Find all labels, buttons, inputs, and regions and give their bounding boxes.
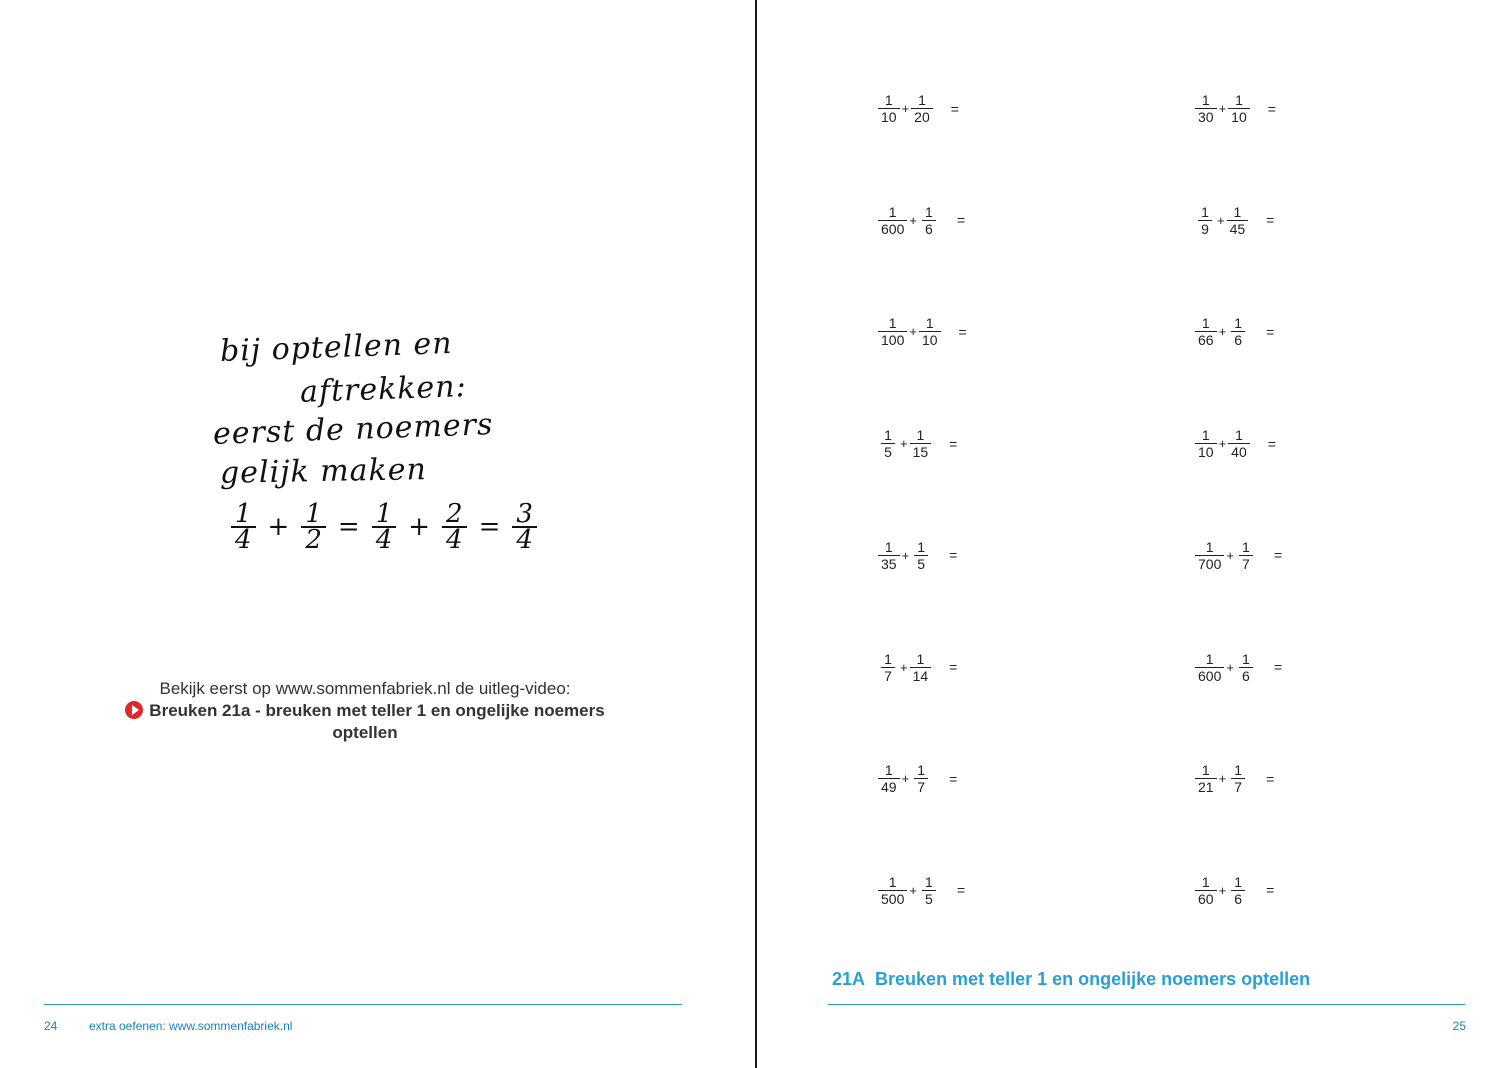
handwritten-operator: + [408, 512, 431, 542]
fraction-denominator: 14 [910, 667, 932, 684]
exercise-item [878, 539, 957, 572]
fraction [878, 427, 898, 460]
worksheet-title [832, 969, 1310, 990]
fraction [911, 539, 931, 572]
handwritten-fraction [442, 499, 467, 555]
fraction [911, 92, 933, 125]
fraction-numerator: 1 [1205, 650, 1214, 667]
fraction [878, 92, 900, 125]
worksheet-title-text: Breuken met teller 1 en ongelijke noemers optellen [875, 969, 1311, 989]
fraction-denominator: 600 [1195, 667, 1224, 684]
fraction-denominator: 10 [919, 331, 941, 348]
fraction-numerator: 1 [1235, 427, 1243, 444]
fraction [1228, 427, 1250, 460]
fraction-numerator: 1 [1235, 92, 1243, 108]
exercise-item [1195, 315, 1274, 348]
fraction [1195, 762, 1217, 795]
handwritten-operator: + [267, 512, 290, 542]
fraction-denominator: 10 [1195, 443, 1217, 460]
fraction-numerator: 1 [884, 92, 893, 108]
fraction [919, 204, 939, 237]
fraction-numerator: 1 [888, 315, 897, 332]
handwritten-denominator: 2 [301, 526, 326, 552]
video-link[interactable] [100, 700, 630, 744]
plus-sign: + [900, 436, 908, 452]
left-page [0, 0, 755, 1068]
exercise-item [1195, 92, 1276, 125]
equals-sign: = [1266, 212, 1275, 229]
exercise-item [1195, 874, 1274, 907]
fraction-numerator: 1 [1201, 203, 1209, 220]
fraction [1195, 539, 1224, 572]
fraction-denominator: 7 [1231, 778, 1245, 795]
fraction [910, 651, 932, 684]
handwritten-fraction [372, 499, 397, 555]
plus-sign: + [900, 659, 908, 675]
fraction-denominator: 60 [1195, 890, 1217, 907]
fraction-denominator: 7 [1239, 555, 1253, 572]
fraction-denominator: 21 [1195, 778, 1217, 795]
fraction-numerator: 1 [884, 650, 892, 667]
fraction-denominator: 600 [878, 220, 907, 237]
equals-sign: = [958, 323, 967, 340]
video-instruction [100, 678, 630, 744]
fraction-denominator: 10 [1228, 108, 1250, 125]
fraction [919, 315, 941, 348]
fraction [1236, 539, 1256, 572]
fraction-numerator: 1 [916, 427, 925, 444]
fraction-numerator: 1 [1201, 92, 1210, 108]
fraction-numerator: 1 [1201, 427, 1210, 444]
handwritten-numerator: 1 [235, 499, 252, 529]
equals-sign: = [1273, 659, 1283, 675]
handwritten-denominator: 4 [442, 526, 467, 552]
fraction-denominator: 9 [1198, 220, 1212, 237]
handwritten-fraction [512, 499, 537, 555]
equals-sign: = [1273, 547, 1283, 564]
plus-sign: + [1218, 436, 1227, 452]
handwritten-note [205, 325, 533, 570]
equals-sign: = [1266, 770, 1275, 787]
fraction [1195, 874, 1217, 907]
fraction-denominator: 5 [914, 555, 928, 572]
equals-sign: = [1267, 100, 1276, 117]
fraction [878, 204, 907, 237]
fraction [919, 874, 939, 907]
fraction [1195, 651, 1224, 684]
fraction [878, 762, 900, 795]
fraction-numerator: 1 [1201, 762, 1210, 779]
equals-sign: = [956, 212, 966, 229]
fraction-denominator: 6 [1231, 890, 1245, 907]
fraction [878, 874, 907, 907]
fraction [1195, 204, 1215, 237]
fraction-numerator: 1 [917, 762, 926, 779]
plus-sign: + [1218, 101, 1227, 116]
equals-sign: = [949, 547, 958, 564]
fraction [1195, 315, 1217, 348]
plus-sign: + [1218, 882, 1227, 898]
plus-sign: + [1218, 771, 1227, 787]
equals-sign: = [1266, 323, 1275, 340]
plus-sign: + [1217, 212, 1225, 228]
fraction-denominator: 40 [1228, 443, 1250, 460]
fraction [878, 539, 900, 572]
fraction-numerator: 1 [884, 762, 893, 779]
handwritten-numerator: 1 [375, 499, 393, 529]
fraction-denominator: 100 [878, 331, 907, 348]
equals-sign: = [956, 882, 966, 899]
fraction-numerator: 1 [925, 873, 933, 890]
equals-sign: = [950, 100, 959, 117]
handwritten-operator: = [478, 512, 501, 542]
handwritten-numerator: 3 [516, 499, 533, 529]
exercise-item [878, 204, 965, 237]
equals-sign: = [949, 435, 958, 452]
fraction-numerator: 1 [888, 203, 897, 220]
fraction [1236, 651, 1256, 684]
handwritten-numerator: 1 [305, 499, 322, 529]
fraction-denominator: 7 [881, 667, 895, 684]
fraction-numerator: 1 [1234, 762, 1243, 779]
fraction [1195, 92, 1217, 125]
fraction-numerator: 1 [1242, 538, 1250, 555]
fraction-numerator: 1 [918, 92, 926, 108]
exercise-item [1195, 651, 1282, 684]
plus-sign: + [1218, 324, 1227, 340]
fraction-denominator: 30 [1195, 108, 1217, 125]
plus-sign: + [901, 771, 910, 787]
fraction [1228, 762, 1248, 795]
fraction-denominator: 6 [1231, 331, 1245, 348]
fraction [1228, 315, 1248, 348]
footer-divider-right [828, 1004, 1465, 1005]
exercise-item [878, 651, 957, 684]
plus-sign: + [909, 212, 917, 228]
fraction-denominator: 15 [910, 443, 932, 460]
fraction-numerator: 1 [1201, 873, 1210, 890]
exercise-item [878, 874, 965, 907]
handwritten-denominator: 4 [372, 526, 397, 552]
fraction-denominator: 700 [1195, 555, 1224, 572]
fraction-numerator: 1 [1242, 650, 1250, 667]
handwritten-fraction [231, 499, 256, 555]
fraction-numerator: 1 [884, 538, 893, 555]
page-number-left: 24 [44, 1019, 58, 1033]
plus-sign: + [909, 882, 917, 898]
fraction-numerator: 1 [925, 203, 933, 220]
handwritten-line-2: aftrekken: [299, 369, 468, 410]
fraction [1195, 427, 1217, 460]
fraction-denominator: 500 [878, 890, 907, 907]
fraction-denominator: 49 [878, 778, 900, 795]
handwritten-fraction [301, 499, 326, 555]
fraction-numerator: 1 [925, 315, 934, 332]
plus-sign: + [1226, 547, 1234, 563]
handwritten-line-1: bij optellen en [219, 325, 454, 370]
handwritten-line-4: gelijk maken [219, 452, 428, 491]
exercise-item [878, 92, 959, 125]
equals-sign: = [949, 659, 958, 675]
fraction-numerator: 1 [884, 427, 892, 444]
fraction [1228, 92, 1250, 125]
fraction-denominator: 5 [922, 890, 936, 907]
fraction-numerator: 1 [1234, 315, 1243, 332]
fraction-denominator: 7 [914, 778, 928, 795]
fraction-numerator: 1 [1201, 315, 1210, 332]
fraction-denominator: 20 [911, 108, 933, 125]
video-intro-text: Bekijk eerst op www.sommenfabriek.nl de uitleg-video: [159, 679, 571, 698]
fraction-denominator: 35 [878, 555, 900, 572]
fraction-denominator: 45 [1227, 220, 1249, 237]
handwritten-operator: = [337, 512, 360, 542]
fraction-denominator: 10 [878, 108, 900, 125]
fraction-denominator: 5 [881, 443, 895, 460]
fraction [1227, 204, 1249, 237]
footer-link[interactable]: extra oefenen: www.sommenfabriek.nl [89, 1019, 293, 1033]
video-title[interactable]: Breuken 21a - breuken met teller 1 en ongelijke noemers optellen [149, 701, 605, 742]
fraction-denominator: 66 [1195, 331, 1217, 348]
exercise-item [1195, 762, 1274, 795]
fraction-numerator: 1 [888, 873, 897, 890]
footer-divider-left [44, 1004, 682, 1005]
exercise-item [1195, 204, 1274, 237]
exercise-item [878, 427, 957, 460]
handwritten-numerator: 2 [446, 499, 463, 529]
equals-sign: = [949, 770, 958, 787]
handwritten-denominator: 4 [231, 526, 256, 552]
play-icon[interactable] [125, 701, 143, 719]
exercise-item [878, 315, 967, 348]
exercise-item [1195, 427, 1276, 460]
plus-sign: + [1226, 659, 1234, 675]
plus-sign: + [909, 324, 917, 340]
fraction-numerator: 1 [917, 538, 926, 555]
fraction [1228, 874, 1248, 907]
equals-sign: = [1267, 435, 1276, 452]
fraction-denominator: 6 [1239, 667, 1253, 684]
plus-sign: + [901, 101, 910, 116]
plus-sign: + [901, 547, 910, 563]
equals-sign: = [1266, 882, 1275, 899]
fraction-denominator: 6 [922, 220, 936, 237]
fraction-numerator: 1 [1233, 203, 1242, 220]
handwritten-example-equation [225, 499, 543, 555]
fraction [878, 651, 898, 684]
exercise-item [878, 762, 957, 795]
fraction [878, 315, 907, 348]
fraction-numerator: 1 [1205, 538, 1214, 555]
fraction-numerator: 1 [916, 650, 925, 667]
handwritten-line-3: eerst de noemers [212, 407, 494, 452]
fraction [911, 762, 931, 795]
worksheet-code: 21A [832, 969, 866, 989]
exercise-item [1195, 539, 1282, 572]
right-page [757, 0, 1511, 1068]
fraction [910, 427, 932, 460]
fraction-numerator: 1 [1234, 873, 1243, 890]
page-number-right: 25 [1452, 1019, 1466, 1033]
handwritten-denominator: 4 [512, 526, 537, 552]
